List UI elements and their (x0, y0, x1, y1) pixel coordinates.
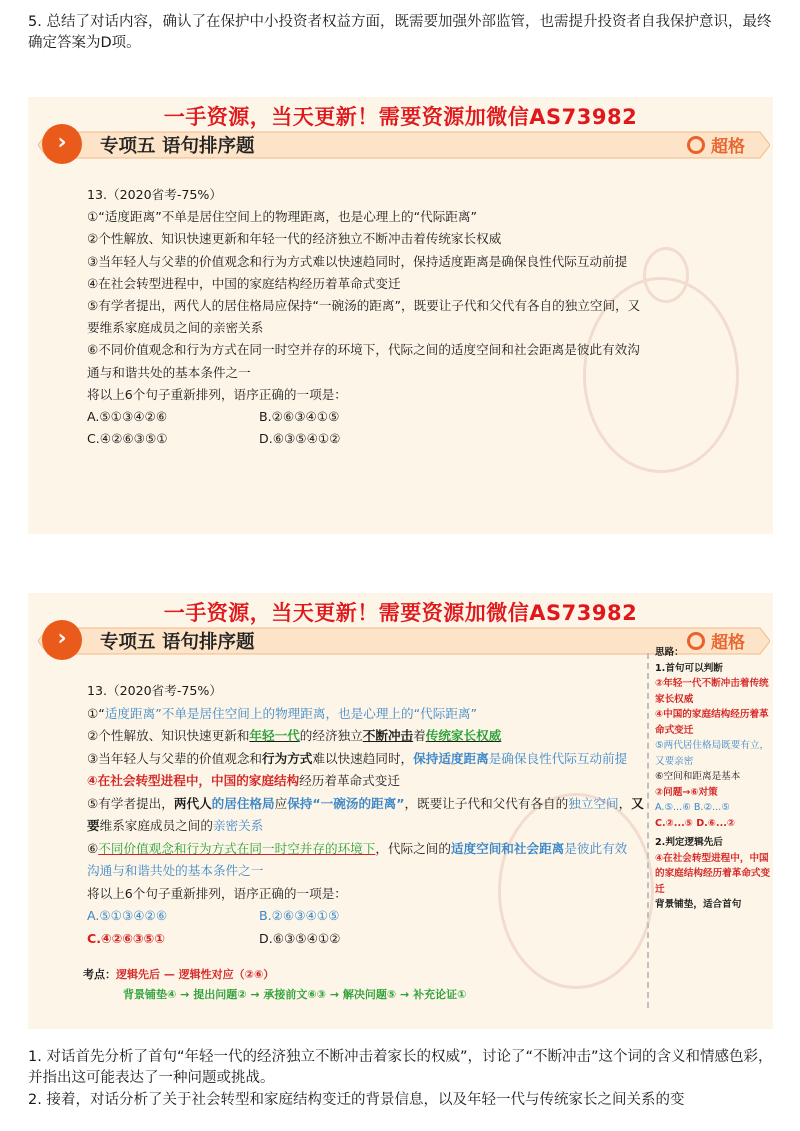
sidebar-line: ⑤两代居住格局既要有立，又要亲密 (655, 740, 770, 767)
key-point (83, 965, 466, 1005)
key-point-line-2: 背景铺垫④ → 提出问题② → 承接前文⑥③ → 解决问题⑤ → 补充论证① (123, 988, 467, 1001)
sentence-5: ⑤有学者提出，两代人的居住格局应保持“一碗汤的距离”，既要让子代和父代有各自的独立空间，又要维系家庭成员之间的亲密关系 (87, 795, 644, 833)
section-title: 专项五 语句排序题 (100, 136, 255, 157)
chevron-icon: › (42, 124, 82, 164)
sidebar-line: ②问题→⑥对策 (655, 786, 718, 798)
mascot-watermark-ear (643, 247, 689, 303)
option-b: B.②⑥③④①⑤ (259, 409, 340, 425)
sentence-2: ②个性解放、知识快速更新和年轻一代的经济独立不断冲击着传统家长权威 (87, 728, 502, 743)
section-title: 专项五 语句排序题 (100, 632, 255, 653)
sidebar-line: ④在社会转型进程中，中国的家庭结构经历着革命式变迁 (655, 852, 771, 895)
option-b: B.②⑥③④①⑤ (259, 908, 340, 923)
sidebar-line: ④中国的家庭结构经历着革命式变迁 (655, 709, 769, 736)
sidebar-title: 思路： (655, 647, 684, 658)
brand-logo: 超格 (687, 628, 745, 653)
sidebar-heading-2: 2.判定逻辑先后 (655, 837, 723, 848)
sidebar-divider (647, 653, 649, 1008)
options-row-1 (87, 905, 647, 928)
analysis-sidebar (647, 645, 773, 1029)
sentence-5: ⑤有学者提出，两代人的居住格局应保持“一碗汤的距离”，既要让子代和父代有各自的独立空间，又要维系家庭成员之间的亲密关系 (87, 298, 641, 336)
sentence-1: ①“适度距离”不单是居住空间上的物理距离，也是心理上的“代际距离” (87, 705, 478, 721)
option-a: A.⑤①③④②⑥ (87, 908, 168, 923)
options-row-1 (87, 406, 647, 428)
sidebar-line: 背景铺垫，适合首句 (655, 899, 742, 910)
slide-analysis (28, 593, 773, 1029)
key-point-line-1: 逻辑先后 — 逻辑性对应（②⑥） (116, 968, 275, 981)
question-prompt: 将以上6个句子重新排列，语序正确的一项是： (87, 885, 347, 901)
option-d: D.⑥③⑤④①② (259, 431, 341, 447)
question-header: 13.（2020省考-75%） (87, 187, 222, 202)
sidebar-line: ②年轻一代不断冲击着传统家长权威 (655, 678, 769, 705)
sidebar-heading-1: 1.首句可以判断 (655, 662, 723, 674)
sentence-6: ⑥不同价值观念和行为方式在同一时空并存的环境下，代际之间的适度空间和社会距离是彼此有效 沟通与和谐共处的基本条件之一 (87, 840, 628, 878)
sidebar-line: A.⑤...⑥ B.②...⑤ (655, 802, 730, 813)
options-row-2 (87, 428, 647, 450)
summary-paragraph: 5. 总结了对话内容，确认了在保护中小投资者权益方面，既需要加强外部监管，也需提升投资者自我保护意识，最终确定答案为D项。 (28, 14, 772, 51)
bottom-paragraph-2: 2. 接着，对话分析了关于社会转型和家庭结构变迁的背景信息，以及年轻一代与传统家长之间关系的变 (28, 1092, 685, 1108)
sentence-2: ②个性解放、知识快速更新和年轻一代的经济独立不断冲击着传统家长权威 (87, 231, 502, 247)
question-header: 13.（2020省考-75%） (87, 683, 222, 698)
sentence-4: ④在社会转型进程中，中国的家庭结构经历着革命式变迁 (87, 773, 400, 788)
question-prompt: 将以上6个句子重新排列，语序正确的一项是： (87, 386, 347, 402)
sidebar-line: C.②...⑤ D.⑥...② (655, 817, 735, 829)
sidebar-line: ⑥空间和距离是基本 (655, 771, 741, 782)
question-block (87, 184, 647, 450)
sentence-4: ④在社会转型进程中，中国的家庭结构经历着革命式变迁 (87, 275, 401, 291)
promo-banner: 一手资源，当天更新！需要资源加微信AS73982 (163, 105, 638, 129)
sentence-6: ⑥不同价值观念和行为方式在同一时空并存的环境下，代际之间的适度空间和社会距离是彼此有效沟通与和谐共处的基本条件之一 (87, 342, 640, 380)
option-c: C.④②⑥③⑤① (87, 431, 168, 447)
options-row-2 (87, 928, 647, 951)
option-c: C.④②⑥③⑤① (87, 930, 166, 946)
brand-icon (687, 136, 705, 154)
sentence-3: ③当年轻人与父辈的价值观念和行为方式难以快速趋同时，保持适度距离是确保良性代际互动前提 (87, 253, 628, 269)
slide-question (28, 97, 773, 534)
promo-banner: 一手资源，当天更新！需要资源加微信AS73982 (163, 601, 638, 625)
sentence-3: ③当年轻人与父辈的价值观念和行为方式难以快速趋同时，保持适度距离是确保良性代际互动前提 (87, 750, 628, 766)
bottom-paragraph-1: 1. 对话首先分析了首句“年轻一代的经济独立不断冲击着家长的权威”，讨论了“不断冲击”这个词的含义和情感色彩，并指出这可能表达了一种问题或挑战。 (28, 1049, 773, 1086)
option-a: A.⑤①③④②⑥ (87, 409, 168, 425)
annotated-question-block (87, 680, 647, 950)
option-d: D.⑥③⑤④①② (259, 930, 341, 946)
chevron-icon: › (42, 620, 82, 660)
sentence-1: ①“适度距离”不单是居住空间上的物理距离，也是心理上的“代际距离” (87, 209, 478, 225)
brand-logo: 超格 (687, 132, 745, 157)
key-point-label: 考点： (83, 968, 116, 981)
